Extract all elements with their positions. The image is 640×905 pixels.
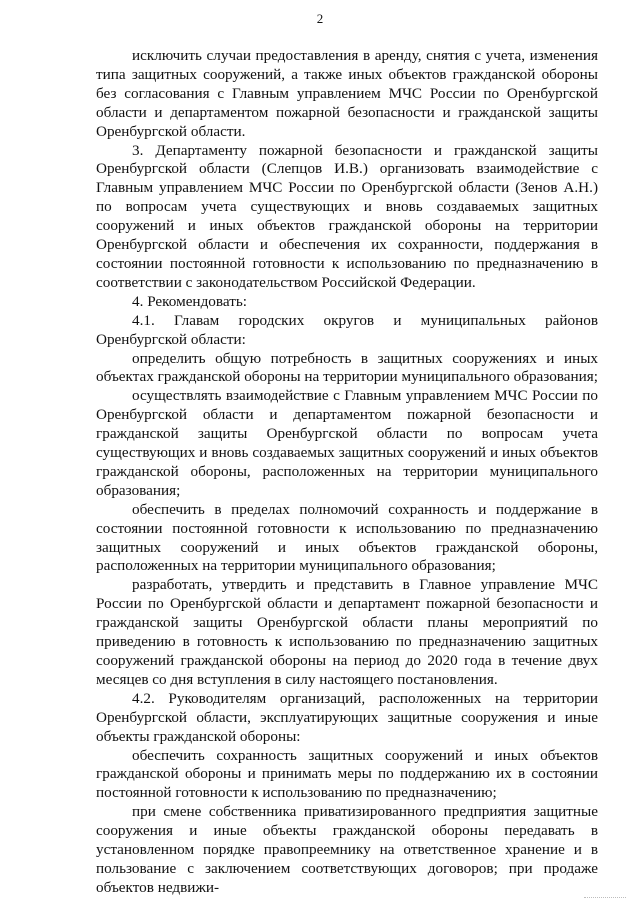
paragraph-determine-need: определить общую потребность в защитных сооружениях и иных объектах гражданской обороны на территории муниципального образования; xyxy=(96,349,598,386)
paragraph-clause-4: 4. Рекомендовать: xyxy=(132,292,247,310)
document-body xyxy=(96,47,598,898)
paragraph-maintain-readiness: обеспечить сохранность защитных сооружений и иных объектов гражданской обороны и принимать меры по поддержанию их в состоянии постоянной готовности к использованию по предназначению; xyxy=(96,746,598,802)
paragraph-clause-3: 3. Департаменту пожарной безопасности и гражданской защиты Оренбургской области (Слепцов И.В.) организовать взаимодействие с Главным управлением МЧС России по Оренбургской области (Зенов А.Н.) по вопросам учета существующих и вновь создаваемых защитных сооружений и иных объектов гражданской обороны на территории Оренбургской области и обеспечения их сохранности, поддержания в состоянии постоянной готовности к использованию по предназначению в соответствии с законодательством Российской Федерации. xyxy=(96,141,598,291)
paragraph-clause-4-1: 4.1. Главам городских округов и муниципальных районов Оренбургской области: xyxy=(96,311,598,348)
scan-artifact xyxy=(584,897,626,901)
paragraph-develop-plans: разработать, утвердить и представить в Главное управление МЧС России по Оренбургской области и департамент пожарной безопасности и гражданской защиты Оренбургской области планы мероприятий по приведению в готовность к использованию по предназначению защитных сооружений гражданской обороны на период до 2020 года в течение двух месяцев со дня вступления в силу настоящего постановления. xyxy=(96,576,598,688)
paragraph-interaction: осуществлять взаимодействие с Главным управлением МЧС России по Оренбургской области и департаментом пожарной безопасности и гражданской защиты Оренбургской области по вопросам учета существующих и вновь создаваемых защитных сооружений и иных объектов гражданской обороны, расположенных на территории муниципального образования; xyxy=(96,387,598,499)
page-number: 2 xyxy=(316,11,324,26)
paragraph-clause-2-continuation: исключить случаи предоставления в аренду, снятия с учета, изменения типа защитных сооружений, а также иных объектов гражданской обороны без согласования с Главным управлением МЧС России по Оренбургской области и департаментом пожарной безопасности и гражданской защиты Оренбургской области. xyxy=(96,47,598,140)
paragraph-clause-4-2: 4.2. Руководителям организаций, расположенных на территории Оренбургской области, эксплуатирующих защитные сооружения и иные объекты гражданской обороны: xyxy=(96,689,598,745)
paragraph-owner-change: при смене собственника приватизированного предприятия защитные сооружения и иные объекты гражданской обороны передавать в установленном порядке правопреемнику на ответственное хранение и в пользование с заключением соответствующих договоров; при продаже объектов недвижи- xyxy=(96,803,598,896)
paragraph-ensure-safety: обеспечить в пределах полномочий сохранность и поддержание в состоянии постоянной готовности к использованию по предназначению защитных сооружений и иных объектов гражданской обороны, расположенных на территории муниципального образования; xyxy=(96,500,598,575)
